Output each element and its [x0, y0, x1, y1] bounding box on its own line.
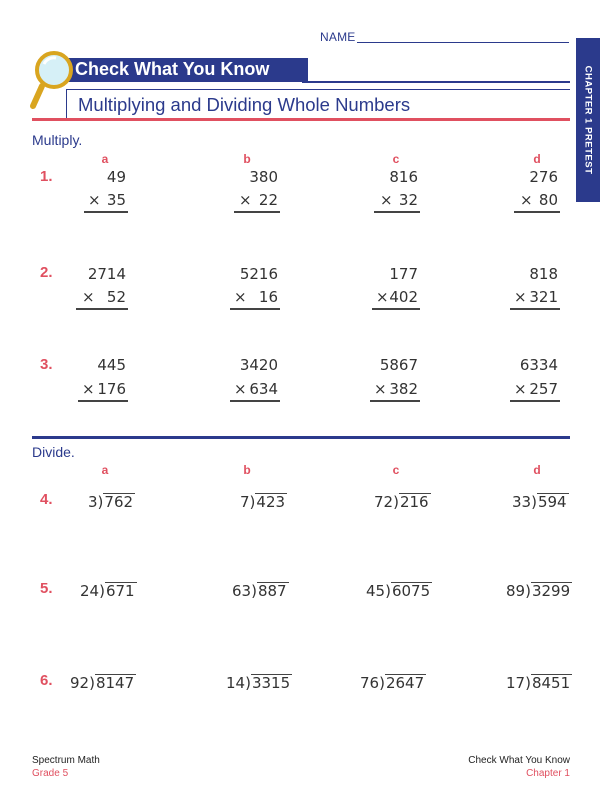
footer-chapter: Chapter 1: [526, 768, 570, 779]
problem-number: 3.: [40, 356, 53, 373]
dividend: 423: [256, 493, 286, 511]
multiplicand: 276: [529, 168, 558, 186]
dividend: 2647: [385, 674, 425, 692]
dividend: 3315: [251, 674, 291, 692]
division-problem: 33)594: [512, 493, 567, 511]
times-sign: ×: [514, 380, 527, 398]
divisor: 89: [506, 582, 526, 600]
division-problem: 63)887: [232, 582, 287, 600]
division-problem: 89)3299: [506, 582, 571, 600]
dividend: 671: [105, 582, 135, 600]
multiplier: 80: [538, 191, 558, 209]
multiplicand: 816: [389, 168, 418, 186]
division-problem: 3)762: [88, 493, 134, 511]
answer-line: [78, 400, 128, 402]
times-sign: ×: [374, 380, 387, 398]
multiplicand: 445: [97, 356, 126, 374]
multiplier: 634: [249, 380, 278, 398]
divisor: 92: [70, 674, 90, 692]
multiplicand: 818: [529, 265, 558, 283]
times-sign: ×: [380, 191, 393, 209]
footer-grade: Grade 5: [32, 768, 69, 779]
banner-rule: [302, 81, 570, 83]
col-label-b: b: [243, 463, 251, 477]
answer-line: [374, 211, 420, 213]
divisor: 76: [360, 674, 380, 692]
answer-line: [76, 308, 128, 310]
answer-line: [514, 211, 560, 213]
multiplicand: 177: [389, 265, 418, 283]
name-line[interactable]: [357, 42, 569, 43]
footer-section: Check What You Know: [468, 755, 570, 766]
dividend: 6075: [391, 582, 431, 600]
times-sign: ×: [514, 288, 527, 306]
banner-title: Check What You Know: [75, 59, 270, 79]
multiplier: 382: [389, 380, 418, 398]
col-label-c: c: [392, 463, 400, 477]
answer-line: [230, 308, 280, 310]
division-problem: 45)6075: [366, 582, 431, 600]
answer-line: [84, 211, 128, 213]
footer-series: Spectrum Math: [32, 755, 100, 766]
subtitle-rule: [32, 118, 570, 121]
times-sign: ×: [376, 288, 389, 306]
division-problem: 14)3315: [226, 674, 291, 692]
divisor: 33: [512, 493, 532, 511]
multiplicand: 5867: [379, 356, 418, 374]
divisor: 17: [506, 674, 526, 692]
divisor: 24: [80, 582, 100, 600]
multiplier: 257: [529, 380, 558, 398]
multiplier: 52: [106, 288, 126, 306]
divisor: 14: [226, 674, 246, 692]
multiplicand: 3420: [239, 356, 278, 374]
answer-line: [230, 400, 280, 402]
problem-number: 2.: [40, 264, 53, 281]
divide-label: Divide.: [32, 444, 75, 460]
multiplicand: 5216: [239, 265, 278, 283]
multiply-label: Multiply.: [32, 132, 83, 148]
multiplicand: 49: [106, 168, 126, 186]
answer-line: [234, 211, 280, 213]
dividend: 8451: [531, 674, 571, 692]
answer-line: [510, 400, 560, 402]
problem-number: 1.: [40, 168, 53, 185]
multiplier: 16: [258, 288, 278, 306]
dividend: 762: [104, 493, 134, 511]
col-label-a: a: [101, 152, 109, 166]
times-sign: ×: [234, 288, 247, 306]
problem-number: 6.: [40, 672, 53, 689]
multiplier: 176: [97, 380, 126, 398]
col-label-b: b: [243, 152, 251, 166]
dividend: 3299: [531, 582, 571, 600]
times-sign: ×: [82, 380, 95, 398]
section-divider: [32, 436, 570, 439]
answer-line: [370, 400, 420, 402]
answer-line: [510, 308, 560, 310]
chapter-tab-label: CHAPTER 1 PRETEST: [582, 65, 594, 175]
dividend: 8147: [95, 674, 135, 692]
col-label-d: d: [533, 463, 541, 477]
divisor: 72: [374, 493, 394, 511]
multiplicand: 380: [249, 168, 278, 186]
divisor: 3: [88, 493, 98, 511]
multiplicand: 6334: [519, 356, 558, 374]
times-sign: ×: [520, 191, 533, 209]
division-problem: 7)423: [240, 493, 286, 511]
times-sign: ×: [88, 191, 101, 209]
divisor: 7: [240, 493, 250, 511]
dividend: 216: [399, 493, 429, 511]
problem-number: 5.: [40, 580, 53, 597]
name-label: NAME: [320, 30, 356, 44]
multiplier: 32: [398, 191, 418, 209]
division-problem: 92)8147: [70, 674, 135, 692]
times-sign: ×: [82, 288, 95, 306]
dividend: 887: [257, 582, 287, 600]
times-sign: ×: [239, 191, 252, 209]
division-problem: 76)2647: [360, 674, 425, 692]
col-label-d: d: [533, 152, 541, 166]
multiplier: 402: [389, 288, 418, 306]
division-problem: 72)216: [374, 493, 429, 511]
multiplier: 321: [529, 288, 558, 306]
multiplicand: 2714: [87, 265, 126, 283]
problem-number: 4.: [40, 491, 53, 508]
dividend: 594: [537, 493, 567, 511]
col-label-a: a: [101, 463, 109, 477]
multiplier: 22: [258, 191, 278, 209]
divisor: 63: [232, 582, 252, 600]
division-problem: 17)8451: [506, 674, 571, 692]
page-subtitle: Multiplying and Dividing Whole Numbers: [78, 94, 411, 115]
answer-line: [372, 308, 420, 310]
times-sign: ×: [234, 380, 247, 398]
col-label-c: c: [392, 152, 400, 166]
multiplier: 35: [106, 191, 126, 209]
division-problem: 24)671: [80, 582, 135, 600]
divisor: 45: [366, 582, 386, 600]
